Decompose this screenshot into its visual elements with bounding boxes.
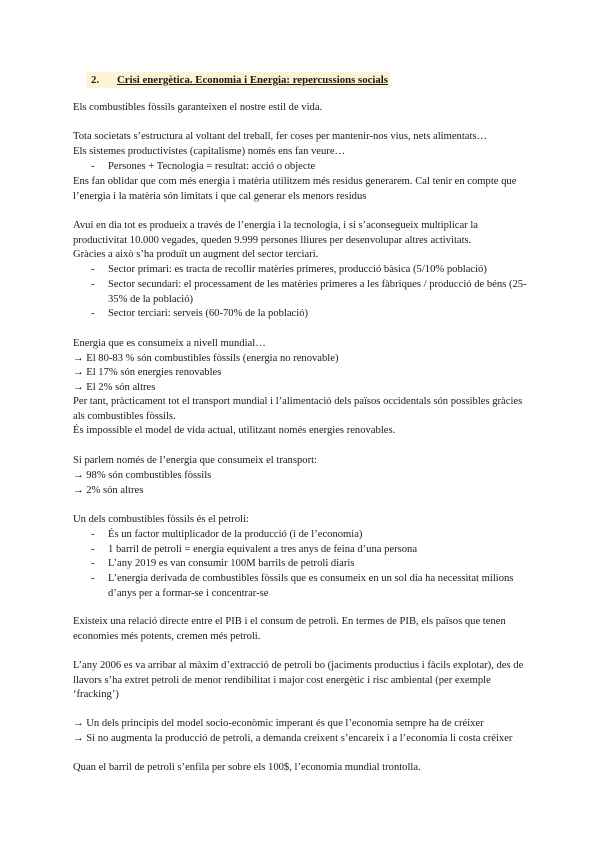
list-item-text: Sector secundari: el processament de les matèries primeres a les fàbriques / producció de béns (25-35% de la població): [108, 279, 527, 305]
paragraph: Per tant, pràcticament tot el transport mundial i l’alimentació dels països occidentals són possibles gràcies als combustibles fòssils.: [73, 396, 523, 422]
list-item-text: Sector primari: es tracta de recollir matèries primeres, producció bàsica (5/10% població): [108, 264, 487, 275]
paragraph: Un dels combustibles fòssils és el petroli:: [73, 514, 249, 525]
list-item-text: L’any 2019 es van consumir 100M barrils de petroli diaris: [108, 558, 355, 569]
paragraph: L’any 2006 es va arribar al màxim d’extracció de petroli bo (jaciments productius i fàcils explotar), des de llavors s’ha extret petroli de menor rendibilitat i major cost energètic i risc ambiental (per exemple ‘fracking’): [73, 660, 524, 701]
list-item-text: L’energia derivada de combustibles fòssils que es consumeix en un sol dia ha necessitat milions d’anys per a formar-se i concentrar-se: [108, 573, 514, 599]
list-dash: -: [91, 308, 95, 319]
paragraph: → 98% són combustibles fòssils: [73, 470, 212, 481]
list-dash: -: [91, 279, 95, 290]
list-dash: -: [91, 529, 95, 540]
paragraph: Quan el barril de petroli s’enfila per sobre els 100$, l’economia mundial trontolla.: [73, 762, 421, 773]
paragraph: Els sistemes productivistes (capitalisme) només ens fan veure…: [73, 146, 346, 157]
paragraph: Energia que es consumeix a nivell mundial…: [73, 338, 266, 349]
heading-title: Crisi energètica. Economia i Energia: repercussions socials: [117, 74, 388, 86]
paragraph: → El 2% són altres: [73, 382, 156, 393]
list-dash: -: [91, 573, 95, 584]
list-dash: -: [91, 161, 95, 172]
paragraph: Si parlem només de l’energia que consumeix el transport:: [73, 455, 317, 466]
paragraph: Els combustibles fòssils garanteixen el nostre estil de vida.: [73, 102, 323, 113]
paragraph: → El 17% són energies renovables: [73, 367, 222, 378]
list-item-text: 1 barril de petroli = energia equivalent a tres anys de feina d’una persona: [108, 544, 418, 555]
list-item-text: Persones + Tecnologia = resultat: acció o objecte: [108, 161, 316, 172]
paragraph: → Si no augmenta la producció de petroli, a demanda creixent s’encareix i a l’economia li costa créixer: [73, 733, 513, 744]
list-dash: -: [91, 264, 95, 275]
list-dash: -: [91, 558, 95, 569]
list-item-text: És un factor multiplicador de la producció (i de l’economia): [108, 529, 363, 540]
section-heading: [86, 72, 390, 88]
paragraph: → El 80-83 % són combustibles fòssils (energia no renovable): [73, 353, 339, 364]
paragraph: Tota societats s’estructura al voltant del treball, fer coses per mantenir-nos vius, nets alimentats…: [73, 131, 488, 142]
paragraph: Avui en dia tot es produeix a través de l’energia i la tecnologia, i si s’aconsegueix multiplicar la productivitat 10.000 vegades, queden 9.999 persones lliures per desenvolupar altres activitats.: [73, 220, 478, 246]
paragraph: És impossible el model de vida actual, utilitzant només energies renovables.: [73, 425, 396, 436]
list-item-text: Sector terciari: serveis (60-70% de la població): [108, 308, 309, 319]
paragraph: → 2% són altres: [73, 485, 144, 496]
paragraph: Gràcies a això s’ha produït un augment del sector terciari.: [73, 249, 319, 260]
list-dash: -: [91, 544, 95, 555]
paragraph: → Un dels principis del model socio-econòmic imperant és que l’economia sempre ha de créixer: [73, 718, 484, 729]
paragraph: Ens fan oblidar que com més energia i matèria utilitzem més residus generarem. Cal tenir en compte que l’energia i la matèria són limitats i que cal generar els menors residus: [73, 176, 517, 202]
heading-number: 2.: [91, 74, 100, 86]
paragraph: Existeix una relació directe entre el PIB i el consum de petroli. En termes de PIB, els països que tenen economies més potents, cremen més petroli.: [73, 616, 506, 642]
